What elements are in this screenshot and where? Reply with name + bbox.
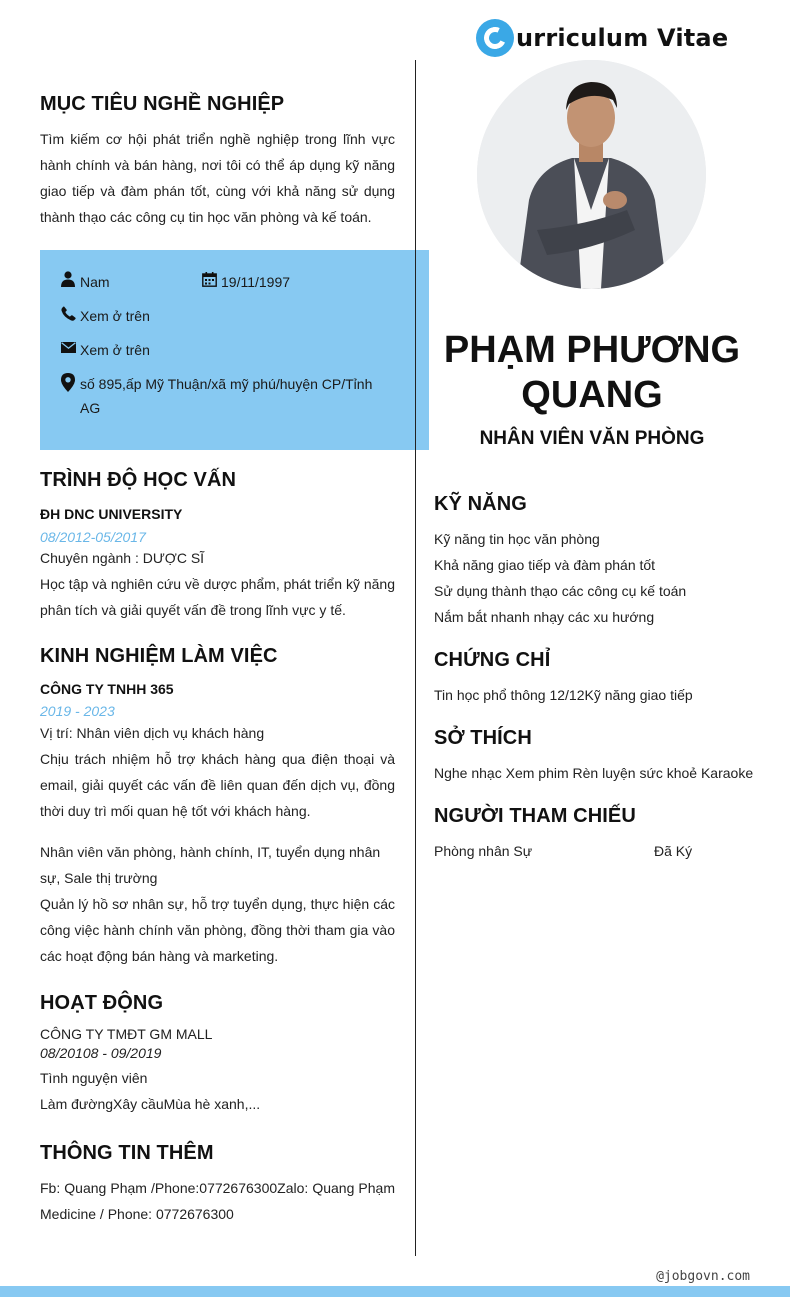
skill-item: Khả năng giao tiếp và đàm phán tốt: [434, 557, 656, 573]
skill-item: Kỹ năng tin học văn phòng: [434, 531, 600, 547]
email-item: [60, 338, 150, 362]
activities-title: HOẠT ĐỘNG: [40, 992, 164, 1014]
references-title: NGƯỜI THAM CHIẾU: [434, 805, 636, 827]
envelope-icon: [60, 338, 76, 356]
experience-roles: Nhân viên văn phòng, hành chính, IT, tuyển dụng nhân sự, Sale thị trường: [40, 844, 381, 886]
birthday-text: 19/11/1997: [221, 274, 291, 290]
gender-item: [60, 270, 110, 294]
certificates-section: [434, 649, 764, 708]
reference-name: Phòng nhân Sự: [434, 843, 533, 859]
hobbies-title: SỞ THÍCH: [434, 727, 532, 749]
job-title: NHÂN VIÊN VĂN PHÒNG: [479, 428, 705, 449]
calendar-icon: [201, 270, 217, 288]
education-period: 08/2012-05/2017: [40, 529, 146, 545]
activities-organization: CÔNG TY TMĐT GM MALL: [40, 1026, 213, 1042]
skills-section: [434, 493, 764, 630]
profile-photo: [477, 60, 706, 289]
personal-info-box: [40, 250, 429, 450]
additional-text: Fb: Quang Phạm /Phone:0772676300Zalo: Quang Phạm Medicine / Phone: 0772676300: [40, 1180, 395, 1222]
activities-period: 08/20108 - 09/2019: [40, 1045, 162, 1061]
experience-title: KINH NGHIỆM LÀM VIỆC: [40, 645, 278, 667]
skill-item: Sử dụng thành thạo các công cụ kế toán: [434, 583, 687, 599]
phone-item: [60, 304, 150, 328]
additional-title: THÔNG TIN THÊM: [40, 1142, 214, 1164]
experience-description: Chịu trách nhiệm hỗ trợ khách hàng qua điện thoại và email, giải quyết các vấn đề liên quan đến dịch vụ, đồng thời duy trì mối quan hệ tốt với khách hàng.: [40, 751, 395, 819]
skills-title: KỸ NĂNG: [434, 493, 527, 515]
objective-text: Tìm kiếm cơ hội phát triển nghề nghiệp trong lĩnh vực hành chính và bán hàng, nơi tôi có thể áp dụng kỹ năng giao tiếp và đàm phán tốt, cùng với khả năng sử dụng thành thạo các công cụ tin học văn phòng và kế toán.: [40, 131, 395, 225]
phone-text: Xem ở trên: [80, 308, 150, 324]
footer-website: @jobgovn.com: [656, 1269, 750, 1284]
birthday-item: [201, 270, 290, 294]
experience-company: CÔNG TY TNHH 365: [40, 681, 174, 697]
address-item: [60, 372, 380, 420]
certificates-title: CHỨNG CHỈ: [434, 649, 551, 671]
hobbies-text: Nghe nhạc Xem phim Rèn luyện sức khoẻ Karaoke: [434, 765, 754, 781]
email-text: Xem ở trên: [80, 342, 150, 358]
address-text: số 895,ấp Mỹ Thuận/xã mỹ phú/huyện CP/Tỉnh AG: [80, 376, 373, 416]
reference-status: Đã Ký: [654, 843, 693, 859]
bottom-accent-bar: [0, 1286, 790, 1297]
education-major: Chuyên ngành : DƯỢC SĨ: [40, 550, 205, 566]
additional-section: [40, 1142, 395, 1227]
education-description: Học tập và nghiên cứu về dược phẩm, phát triển kỹ năng phân tích và giải quyết vấn đề trong lĩnh vực y tế.: [40, 576, 395, 618]
candidate-name: PHẠM PHƯƠNG QUANG: [443, 329, 741, 416]
objective-section: [40, 93, 395, 230]
logo-c-icon: [476, 19, 514, 57]
education-school: ĐH DNC UNIVERSITY: [40, 506, 183, 522]
column-divider: [415, 60, 416, 1256]
references-section: [434, 805, 764, 864]
experience-roles-description: Quản lý hồ sơ nhân sự, hỗ trợ tuyển dụng, thực hiện các công việc hành chính văn phòng, đồng thời tham gia vào các hoạt động bán hàng và marketing.: [40, 896, 395, 964]
education-section: [40, 469, 395, 623]
phone-icon: [60, 304, 76, 322]
objective-title: MỤC TIÊU NGHỀ NGHIỆP: [40, 93, 285, 115]
experience-period: 2019 - 2023: [40, 703, 115, 719]
experience-position: Vị trí: Nhân viên dịch vụ khách hàng: [40, 725, 265, 741]
activities-section: [40, 992, 395, 1117]
gender-text: Nam: [80, 274, 110, 290]
education-title: TRÌNH ĐỘ HỌC VẤN: [40, 469, 237, 491]
certificates-text: Tin học phổ thông 12/12Kỹ năng giao tiếp: [434, 687, 693, 703]
location-pin-icon: [60, 372, 76, 392]
activities-role: Tình nguyện viên: [40, 1070, 148, 1086]
cv-logo: [476, 18, 728, 58]
person-icon: [60, 270, 76, 288]
skill-item: Nắm bắt nhanh nhạy các xu hướng: [434, 609, 655, 625]
experience-section: [40, 645, 395, 969]
hobbies-section: [434, 727, 764, 786]
logo-text: urriculum Vitae: [516, 24, 729, 52]
activities-description: Làm đườngXây cầuMùa hè xanh,...: [40, 1096, 261, 1112]
